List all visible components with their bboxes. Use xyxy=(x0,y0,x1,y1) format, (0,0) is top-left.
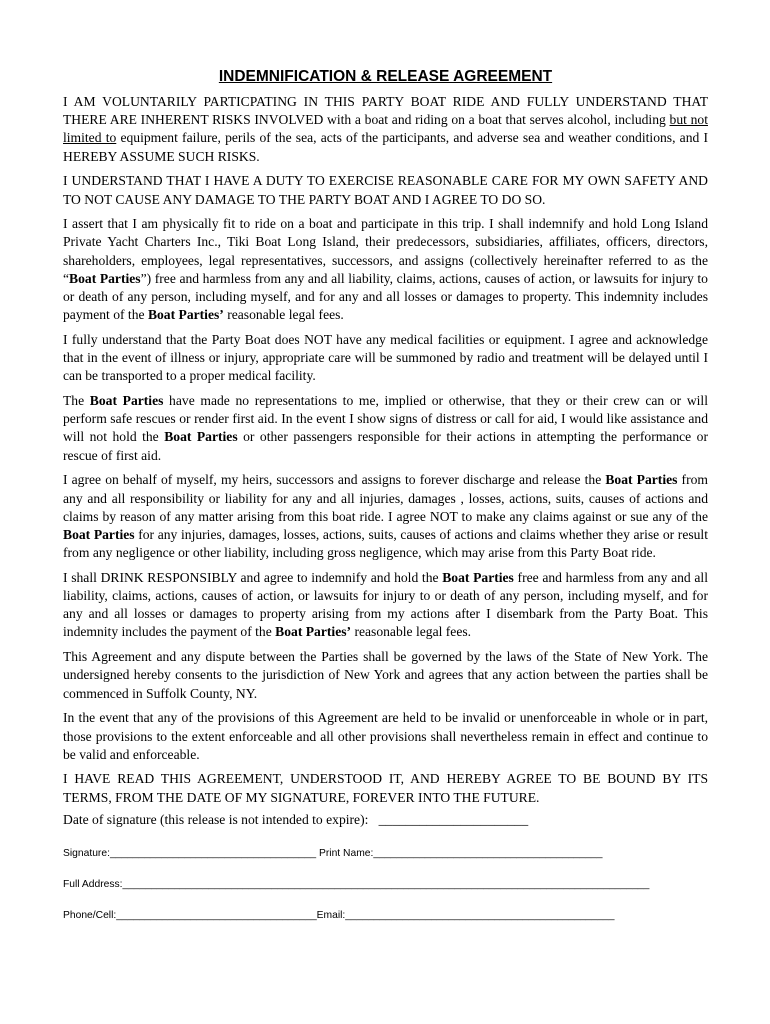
text-run: reasonable legal fees. xyxy=(223,307,344,323)
bold-text: Boat Parties’ xyxy=(147,307,224,323)
document-title: INDEMNIFICATION & RELEASE AGREEMENT xyxy=(218,68,553,85)
bold-text: Boat Parties xyxy=(63,526,135,542)
text-run: The xyxy=(63,393,90,409)
paragraph-voluntary-participation xyxy=(63,93,708,166)
text-run: ”) free and harmless from any and all liability, claims, actions, causes of action, or lawsuits for injury to or death of any person, including myself, and for any and all losses or damages to property. This indemnity includes payment of the xyxy=(63,270,708,323)
full-address-label: Full Address: xyxy=(63,878,123,890)
text-run: reasonable legal fees. xyxy=(351,624,472,640)
signature-field[interactable]: ____________________________________ xyxy=(109,847,317,859)
bold-text: Boat Parties xyxy=(69,270,141,286)
date-of-signature-row xyxy=(63,811,708,829)
date-of-signature-field[interactable]: ______________________ xyxy=(378,811,529,827)
date-of-signature-label: Date of signature (this release is not intended to expire): xyxy=(63,811,369,827)
bold-text: Boat Parties xyxy=(605,472,678,488)
paragraph-drink-responsibly xyxy=(63,569,708,642)
text-run: I assert that I am physically fit to ride on a boat and participate in this trip. I shall indemnify and hold Long Island Private Yacht Charters Inc., Tiki Boat Long Island, their predecessors, subsidiaries, affiliates, officers, directors, shareholders, employees, legal representatives, successors, and assigns (collectively hereinafter referred to as the “ xyxy=(63,216,708,286)
phone-cell-field[interactable]: ___________________________________ xyxy=(116,909,317,921)
text-run: have made no representations to me, implied or otherwise, that they or their crew can or will perform safe rescues or render first aid. In the event I show signs of distress or call for aid, I would like assistance and will not hold the xyxy=(63,393,708,445)
text-run: from any and all responsibility or liability for any and all injuries, damages , losses, actions, suits, causes of actions and claims by reason of any matter arising from this boat ride. I agree NOT to make any claims against or sue any of the xyxy=(63,472,708,524)
full-address-field[interactable]: ____________________________________________________________________________________________ xyxy=(122,878,650,890)
paragraph-indemnification xyxy=(63,215,708,324)
bold-text: Boat Parties xyxy=(442,569,514,585)
paragraph-no-representations xyxy=(63,392,708,465)
text-run: I agree on behalf of myself, my heirs, successors and assigns to forever discharge and release the xyxy=(63,472,606,488)
agreement-document xyxy=(63,66,708,923)
paragraph-acknowledgement: I HAVE READ THIS AGREEMENT, UNDERSTOOD IT, AND HEREBY AGREE TO BE BOUND BY ITS TERMS, FROM THE DATE OF MY SIGNATURE, FOREVER INTO THE FUTURE. xyxy=(63,771,708,805)
paragraph-governing-law: This Agreement and any dispute between the Parties shall be governed by the laws of the State of New York. The undersigned hereby consents to the jurisdiction of New York and agrees that any action between the parties shall be commenced in Suffolk County, NY. xyxy=(63,649,708,701)
text-run: I shall DRINK RESPONSIBLY and agree to indemnify and hold the xyxy=(63,569,443,585)
bold-text: Boat Parties xyxy=(164,429,238,445)
bold-text: Boat Parties xyxy=(89,393,164,409)
contact-row xyxy=(63,909,708,923)
text-run: for any injuries, damages, losses, actions, suits, causes of actions and claims whether they arise or result from any negligence or other liability, including gross negligence, which may arise from this Party Boat ride. xyxy=(63,526,708,561)
full-address-row xyxy=(63,878,708,892)
print-name-field[interactable]: ________________________________________ xyxy=(373,847,603,859)
text-run: I AM VOLUNTARILY PARTICPATING IN THIS PARTY BOAT RIDE AND FULLY UNDERSTAND THAT THERE ARE INHERENT RISKS INVOLVED with a boat and riding on a boat that serves alcohol, including xyxy=(63,94,708,128)
signature-row xyxy=(63,847,708,861)
text-run: or other passengers responsible for their actions in attempting the performance or rescue of first aid. xyxy=(63,429,708,463)
signature-label: Signature: xyxy=(63,847,110,859)
underlined-text: but not limited to xyxy=(63,112,708,146)
paragraph-medical-facilities: I fully understand that the Party Boat does NOT have any medical facilities or equipment. I agree and acknowledge that in the event of illness or injury, appropriate care will be summoned by radio and treatment will be delayed until I can be transported to a proper medical facility. xyxy=(63,331,708,384)
text-run: equipment failure, perils of the sea, acts of the participants, and adverse sea and weather conditions, and I HEREBY ASSUME SUCH RISKS. xyxy=(63,130,708,164)
bold-text: Boat Parties’ xyxy=(275,624,352,640)
paragraph-release xyxy=(63,471,708,562)
phone-cell-label: Phone/Cell: xyxy=(63,909,117,921)
paragraph-duty-of-care: I UNDERSTAND THAT I HAVE A DUTY TO EXERCISE REASONABLE CARE FOR MY OWN SAFETY AND TO NOT CAUSE ANY DAMAGE TO THE PARTY BOAT AND I AGREE TO DO SO. xyxy=(63,173,708,207)
text-run: free and harmless from any and all liability, claims, actions, causes of action, or lawsuits for injury to or death of any person, including myself, and for any and all losses or damages to property arising from my actions after I disembark from the Party Boat. This indemnity includes the payment of the xyxy=(63,569,708,640)
paragraph-severability: In the event that any of the provisions of this Agreement are held to be invalid or unenforceable in whole or in part, those provisions to the extent enforceable and all other provisions shall nevertheless remain in effect and continue to be valid and enforceable. xyxy=(63,710,708,762)
print-name-label: Print Name: xyxy=(319,847,374,859)
email-field[interactable]: _______________________________________________ xyxy=(345,909,615,921)
email-label: Email: xyxy=(316,909,346,921)
